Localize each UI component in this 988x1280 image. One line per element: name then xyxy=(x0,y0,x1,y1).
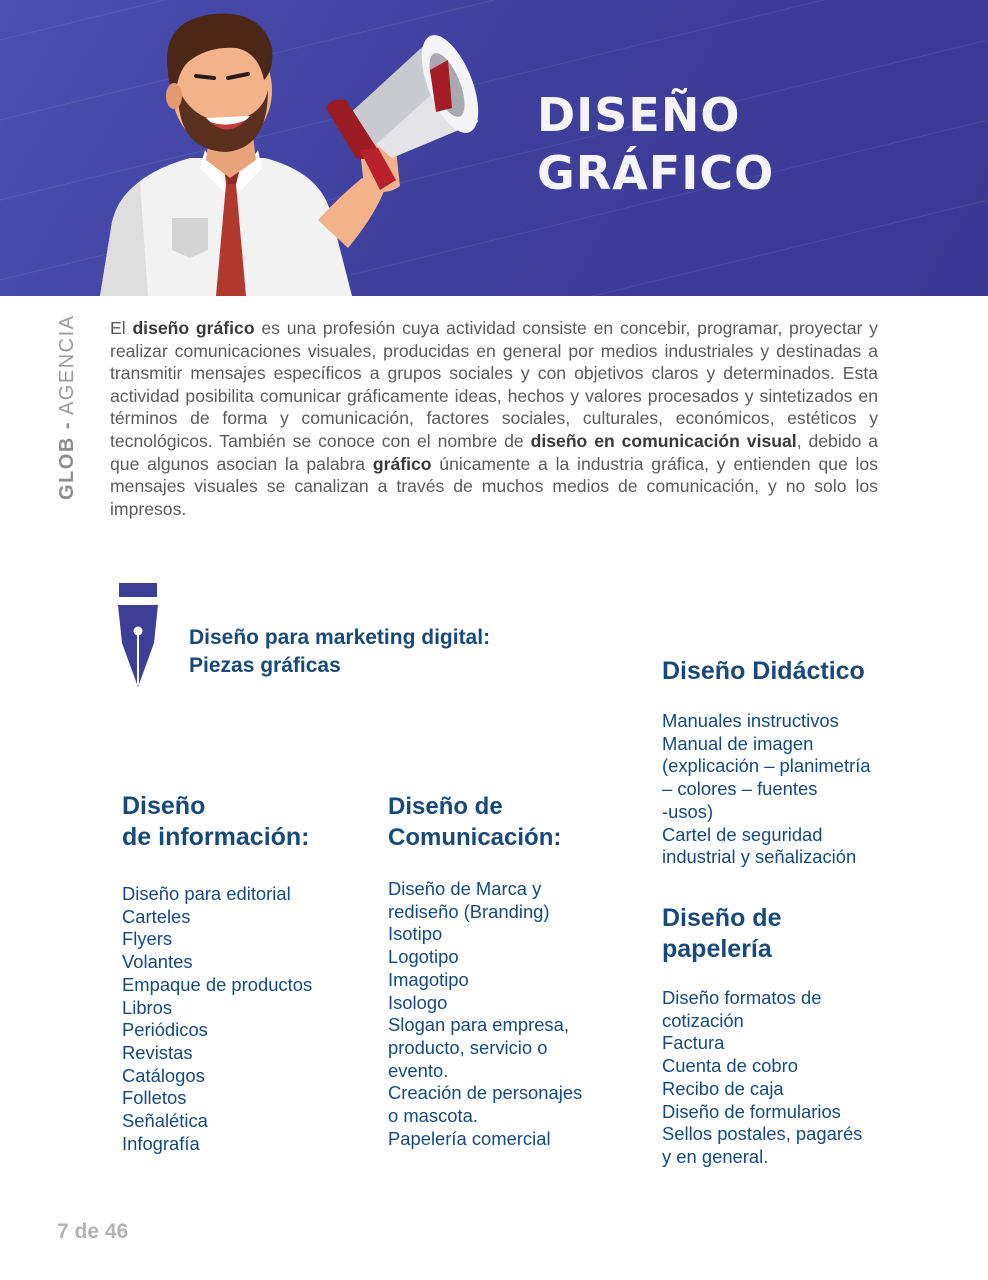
marketing-heading xyxy=(189,624,490,680)
intro-bold-2: diseño en comunicación visual xyxy=(530,430,797,451)
list-item: Flyers xyxy=(122,928,173,950)
list-item: Logotipo xyxy=(388,946,459,968)
list-item: Libros xyxy=(122,996,173,1018)
list-item: Cartel de seguridad xyxy=(662,823,823,845)
list-item: Slogan para empresa, xyxy=(388,1014,569,1036)
list-item: Creación de personajes xyxy=(388,1082,583,1104)
comunicacion-list xyxy=(388,878,582,1150)
side-agency-label xyxy=(56,315,79,500)
comunicacion-heading xyxy=(388,791,561,853)
header-banner xyxy=(0,0,988,296)
title-line-1: DISEÑO xyxy=(537,88,741,142)
list-item: rediseño (Branding) xyxy=(388,900,550,922)
informacion-list xyxy=(122,883,312,1155)
list-item: Volantes xyxy=(122,951,193,973)
list-item: Infografía xyxy=(122,1132,200,1154)
list-item: Isologo xyxy=(388,991,448,1013)
list-item: o mascota. xyxy=(388,1105,478,1127)
list-item: Empaque de productos xyxy=(122,973,313,995)
intro-text-2: es una profesión cuya actividad consiste en concebir, programar, proyectar y realizar comunicaciones visuales, producidas en general por medios industriales y destinadas a transmitir mensajes específicos a grupos sociales y con objetivos claros y determinados. Esta actividad posibilita comunicar gráficamente ideas, hechos y valores procesados y sintetizados en términos de forma y comunicación, factores sociales, culturales, económicos, estéticos y tecnológicos. También se conoce con el nombre de xyxy=(110,318,878,451)
marketing-heading-line-2: Piezas gráficas xyxy=(189,654,341,677)
list-item: Recibo de caja xyxy=(662,1077,784,1099)
megaphone-illustration xyxy=(326,28,490,190)
side-label-bold: GLOB - xyxy=(56,421,78,500)
list-item: Periódicos xyxy=(122,1019,208,1041)
informacion-heading-line-1: Diseño xyxy=(122,792,206,820)
list-item: industrial y señalización xyxy=(662,846,857,868)
list-item: Isotipo xyxy=(388,923,443,945)
intro-text-1: El xyxy=(110,318,133,338)
list-item: y en general. xyxy=(662,1145,769,1167)
marketing-heading-line-1: Diseño para marketing digital: xyxy=(189,626,491,649)
comunicacion-heading-line-2: Comunicación: xyxy=(388,824,562,851)
list-item: Revistas xyxy=(122,1041,193,1063)
informacion-heading-line-2: de información: xyxy=(122,823,310,851)
list-item: Diseño formatos de xyxy=(662,987,822,1008)
list-item: Factura xyxy=(662,1032,725,1054)
list-item: Manuales instructivos xyxy=(662,710,839,731)
list-item: Diseño de formularios xyxy=(662,1100,841,1122)
intro-bold-1: diseño gráfico xyxy=(132,318,255,338)
title-line-2: GRÁFICO xyxy=(537,146,775,200)
didactico-list xyxy=(662,710,871,869)
didactico-heading: Diseño Didáctico xyxy=(662,657,865,685)
papeleria-heading-line-2: papelería xyxy=(662,935,772,963)
list-item: Catálogos xyxy=(122,1064,205,1086)
banner-illustration xyxy=(0,0,988,296)
intro-text-3: , debido a que algunos asocian la palabra xyxy=(110,430,878,474)
list-item: Imagotipo xyxy=(388,968,469,990)
list-item: Diseño de Marca y xyxy=(388,878,542,899)
list-item: Diseño para editorial xyxy=(122,883,291,904)
list-item: -usos) xyxy=(662,800,714,822)
list-item: producto, servicio o xyxy=(388,1036,548,1058)
fountain-pen-icon xyxy=(114,583,162,691)
list-item: Señalética xyxy=(122,1110,208,1132)
intro-text-4: únicamente a la industria gráfica, y entienden que los mensajes visuales se canalizan a través de muchos medios de comunicación, y no solo los impresos. xyxy=(110,453,879,519)
list-item: Cuenta de cobro xyxy=(662,1055,798,1077)
papeleria-heading-line-1: Diseño de xyxy=(662,904,782,932)
comunicacion-heading-line-1: Diseño de xyxy=(388,793,503,820)
list-item: Folletos xyxy=(122,1087,187,1109)
intro-bold-3: gráfico xyxy=(372,453,432,474)
list-item: evento. xyxy=(388,1059,449,1081)
list-item: Manual de imagen xyxy=(662,732,814,754)
list-item: cotización xyxy=(662,1009,744,1031)
papeleria-heading xyxy=(662,903,781,965)
list-item: Carteles xyxy=(122,905,191,927)
list-item: Papelería comercial xyxy=(388,1127,551,1149)
side-label-light: AGENCIA xyxy=(56,314,78,416)
list-item: Sellos postales, pagarés xyxy=(662,1123,863,1145)
list-item: (explicación – planimetría xyxy=(662,755,871,777)
page-number: 7 de 46 xyxy=(57,1220,129,1243)
papeleria-list xyxy=(662,987,862,1169)
list-item: – colores – fuentes xyxy=(662,778,818,800)
page-title xyxy=(537,86,774,202)
intro-paragraph xyxy=(110,317,878,520)
informacion-heading xyxy=(122,791,310,853)
